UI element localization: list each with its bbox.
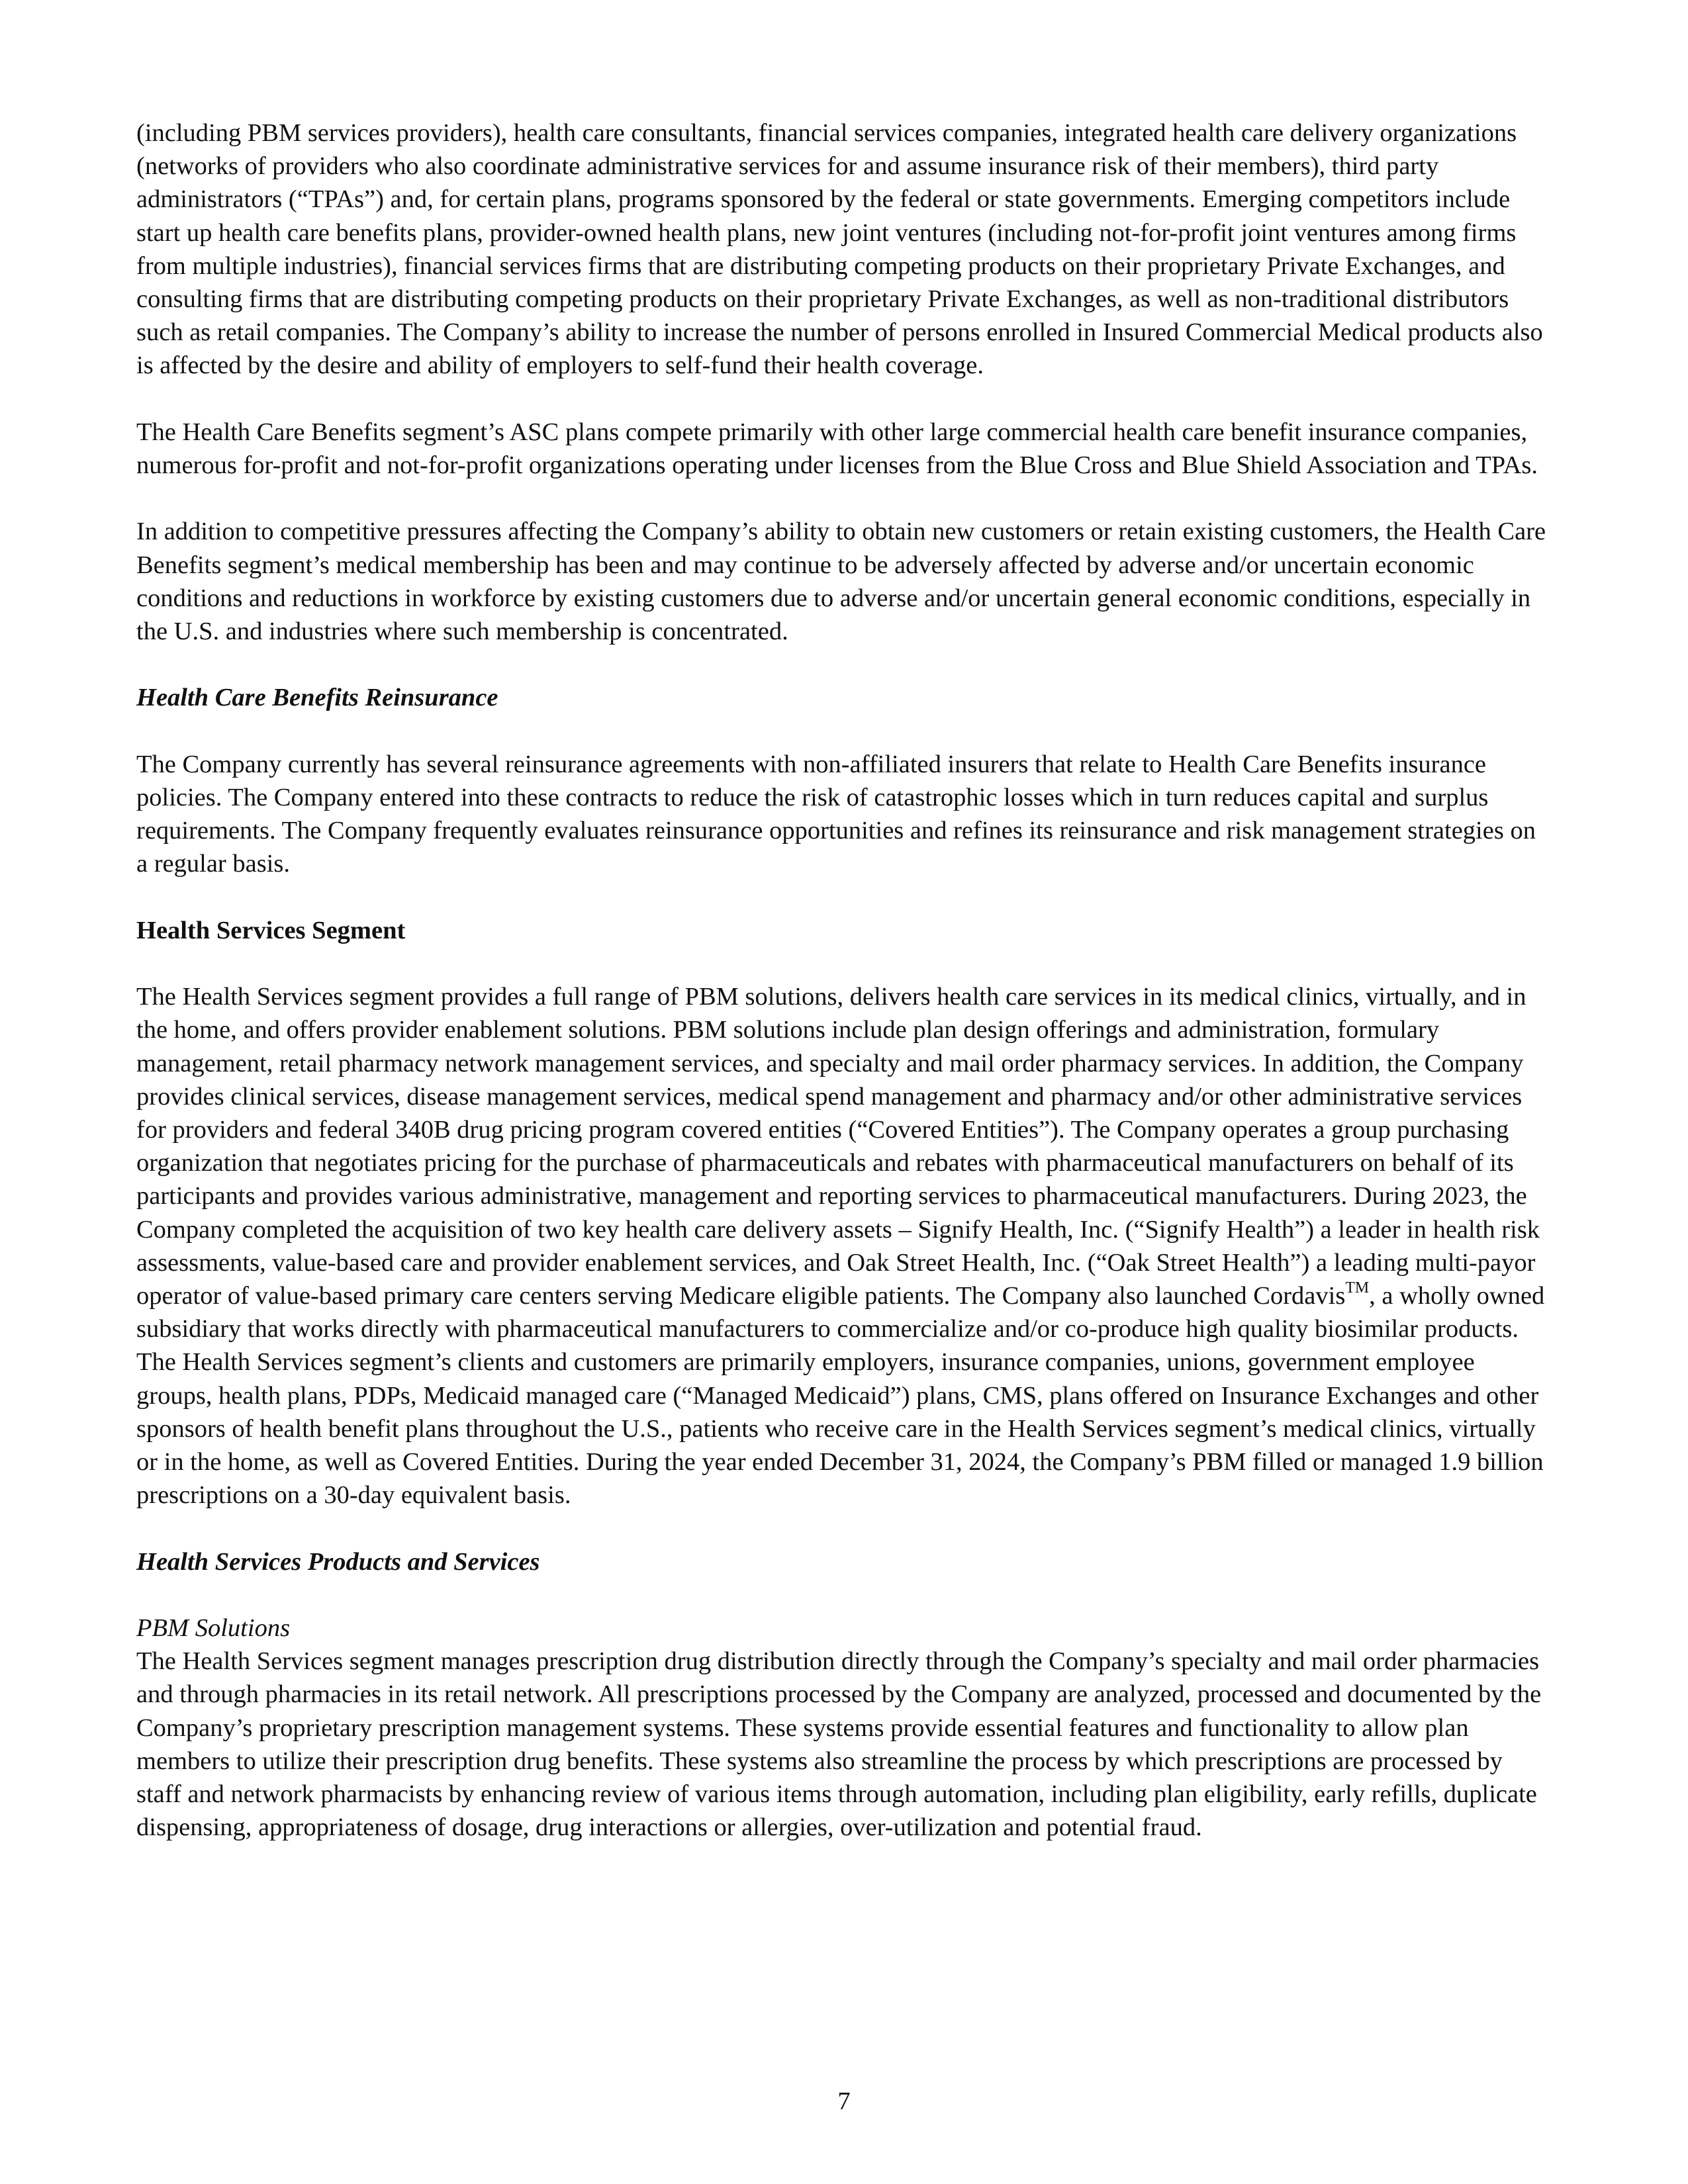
subheading-pbm-solutions: PBM Solutions [136, 1614, 291, 1643]
paragraph-pbm-solutions: The Health Services segment manages prescription drug distribution directly through the Company’s specialty and mail order pharmacies and through pharmacies in its retail network. All prescriptions processed by the Company are analyzed, processed and documented by the Company’s proprietary prescription management systems. These systems provide essential features and functionality to allow plan members to utilize their prescription drug benefits. These systems also streamline the process by which prescriptions are processed by staff and network pharmacists by enhancing review of various items through automation, including plan eligibility, early refills, duplicate dispensing, appropriateness of dosage, drug interactions or allergies, over-utilization and potential fraud. [136, 1647, 1542, 1842]
paragraph-asc-plans: The Health Care Benefits segment’s ASC plans compete primarily with other large commercial health care benefit insurance companies, numerous for-profit and not-for-profit organizations operating under licenses from the Blue Cross and Blue Shield Association and TPAs. [136, 418, 1538, 480]
heading-products-and-services: Health Services Products and Services [136, 1547, 540, 1576]
page-number: 7 [837, 2087, 851, 2115]
heading-reinsurance: Health Care Benefits Reinsurance [136, 684, 498, 712]
health-services-text-part2: , a wholly owned subsidiary that works directly with pharmaceutical manufacturers to commercialize and/or co-produce high quality biosimilar products. The Health Services segment’s clients and customers are primarily employers, insurance companies, unions, government employee groups, health plans, PDPs, Medicaid managed care (“Managed Medicaid”) plans, CMS, plans offered on Insurance Exchanges and other sponsors of health benefit plans throughout the U.S., patients who receive care in the Health Services segment’s medical clinics, virtually or in the home, as well as Covered Entities. During the year ended December 31, 2024, the Company’s PBM filled or managed 1.9 billion prescriptions on a 30-day equivalent basis. [136, 1282, 1545, 1510]
paragraph-reinsurance: The Company currently has several reinsurance agreements with non-affiliated insurers that relate to Health Care Benefits insurance policies. The Company entered into these contracts to reduce the risk of catastrophic losses which in turn reduces capital and surplus requirements. The Company frequently evaluates reinsurance opportunities and refines its reinsurance and risk management strategies on a regular basis. [136, 750, 1536, 878]
document-page [136, 116, 1553, 1878]
health-services-text-part1: The Health Services segment provides a full range of PBM solutions, delivers health care services in its medical clinics, virtually, and in the home, and offers provider enablement solutions. PBM solutions include plan design offerings and administration, formulary management, retail pharmacy network management services, and specialty and mail order pharmacy services. In addition, the Company provides clinical services, disease management services, medical spend management and pharmacy and/or other administrative services for providers and federal 340B drug pricing program covered entities (“Covered Entities”). The Company operates a group purchasing organization that negotiates pricing for the purchase of pharmaceuticals and rebates with pharmaceutical manufacturers on behalf of its participants and provides various administrative, management and reporting services to pharmaceutical manufacturers. During 2023, the Company completed the acquisition of two key health care delivery assets – Signify Health, Inc. (“Signify Health”) a leader in health risk assessments, value-based care and provider enablement services, and Oak Street Health, Inc. (“Oak Street Health”) a leading multi-payor operator of value-based primary care centers serving Medicare eligible patients. The Company also launched Cordavis [136, 983, 1540, 1310]
paragraph-health-services [136, 980, 1553, 1512]
paragraph-competitors: (including PBM services providers), health care consultants, financial services companies, integrated health care delivery organizations (networks of providers who also coordinate administrative services for and assume insurance risk of their members), third party administrators (“TPAs”) and, for certain plans, programs sponsored by the federal or state governments. Emerging competitors include start up health care benefits plans, provider-owned health plans, new joint ventures (including not-for-profit joint ventures among firms from multiple industries), financial services firms that are distributing competing products on their proprietary Private Exchanges, and consulting firms that are distributing competing products on their proprietary Private Exchanges, as well as non-traditional distributors such as retail companies. The Company’s ability to increase the number of persons enrolled in Insured Commercial Medical products also is affected by the desire and ability of employers to self-fund their health coverage. [136, 119, 1543, 380]
heading-health-services-segment: Health Services Segment [136, 916, 406, 944]
trademark-superscript: TM [1345, 1279, 1370, 1297]
paragraph-competitive-pressures: In addition to competitive pressures affecting the Company’s ability to obtain new customers or retain existing customers, the Health Care Benefits segment’s medical membership has been and may continue to be adversely affected by adverse and/or uncertain economic conditions and reductions in workforce by existing customers due to adverse and/or uncertain general economic conditions, especially in the U.S. and industries where such membership is concentrated. [136, 518, 1546, 646]
